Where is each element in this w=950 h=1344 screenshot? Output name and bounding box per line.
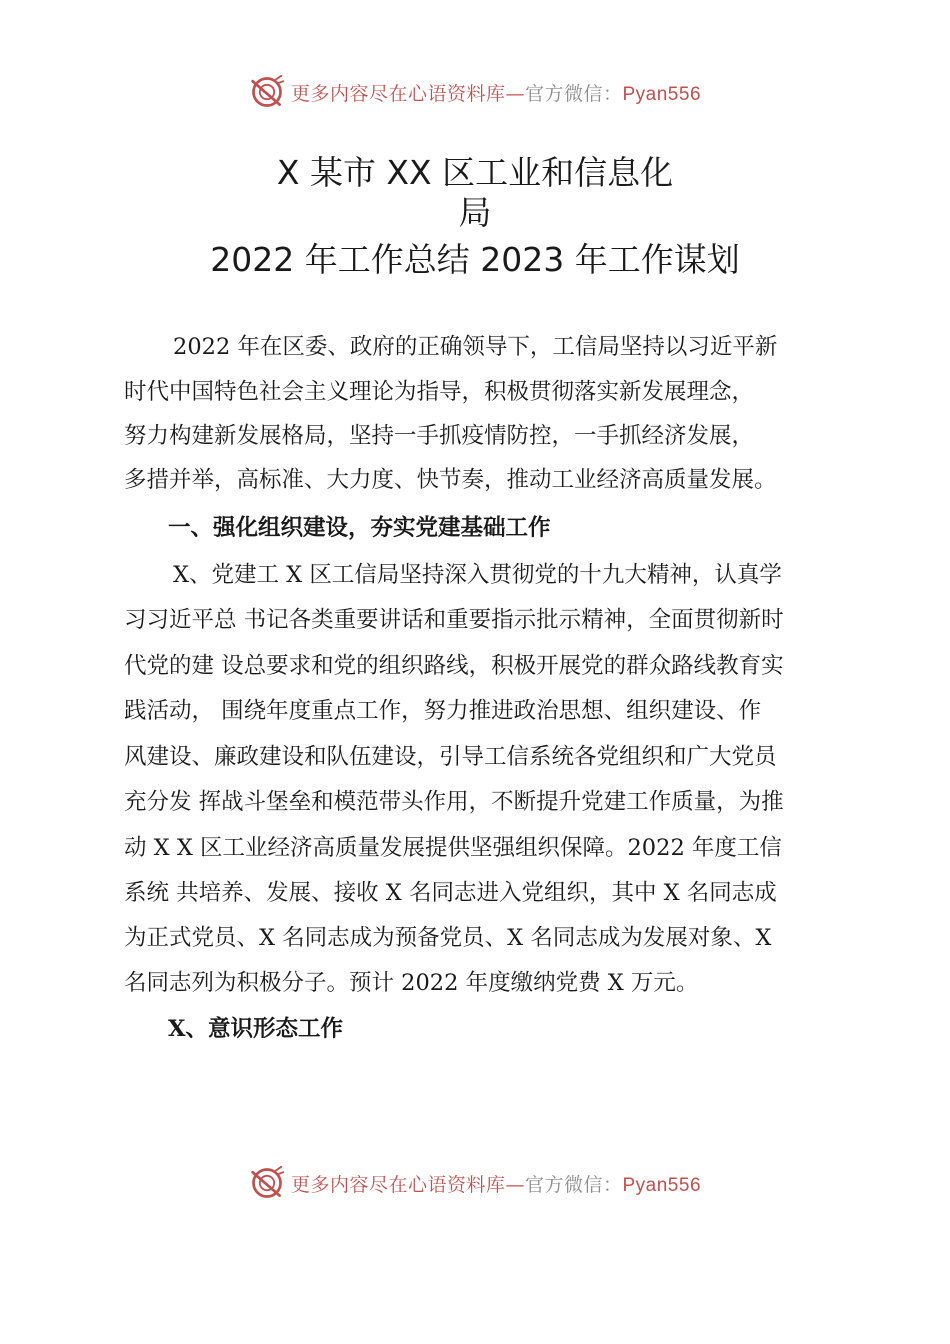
watermark-wechat-id: Pyan556 bbox=[622, 1174, 702, 1196]
document-title-line-2: 局 bbox=[458, 193, 492, 232]
watermark-text bbox=[291, 1170, 701, 1197]
paragraph-line: 系统 共培养、发展、接收 X 名同志进入党组织，其中 X 名同志成 bbox=[124, 880, 777, 906]
paragraph-line: X、党建工 X 区工信局坚持深入贯彻党的十九大精神，认真学 bbox=[173, 562, 782, 588]
paragraph-line: 践活动， 围绕年度重点工作，努力推进政治思想、组织建设、作 bbox=[124, 698, 762, 724]
intro-line: 努力构建新发展格局，坚持一手抓疫情防控，一手抓经济发展， bbox=[124, 423, 755, 449]
intro-line: 时代中国特色社会主义理论为指导，积极贯彻落实新发展理念， bbox=[124, 379, 755, 405]
paragraph-line: 充分发 挥战斗堡垒和模范带头作用，不断提升党建工作质量，为推 bbox=[124, 789, 784, 815]
watermark-wechat-label: 官方微信： bbox=[524, 1173, 623, 1196]
brand-logo-icon bbox=[249, 1165, 285, 1201]
paragraph-line: 为正式党员、X 名同志成为预备党员、X 名同志成为发展对象、X bbox=[124, 925, 772, 951]
document-title-line-1: X 某市 XX 区工业和信息化 bbox=[276, 153, 674, 192]
paragraph-line: 动 X X 区工业经济高质量发展提供坚强组织保障。2022 年度工信 bbox=[124, 835, 782, 861]
document-title-line-3: 2022 年工作总结 2023 年工作谋划 bbox=[210, 240, 740, 279]
paragraph-line: 名同志列为积极分子。预计 2022 年度缴纳党费 X 万元。 bbox=[124, 970, 699, 996]
watermark-wechat-label: 官方微信： bbox=[524, 82, 623, 105]
intro-line: 多措并举，高标准、大力度、快节奏，推动工业经济高质量发展。 bbox=[124, 467, 777, 493]
section-heading-2: X、意识形态工作 bbox=[168, 1016, 343, 1042]
paragraph-line: 代党的建 设总要求和党的组织路线，积极开展党的群众路线教育实 bbox=[124, 653, 784, 679]
brand-logo-icon bbox=[249, 74, 285, 110]
section-heading-1: 一、强化组织建设，夯实党建基础工作 bbox=[168, 515, 551, 541]
watermark-dash: — bbox=[505, 1173, 525, 1196]
watermark-text bbox=[291, 79, 701, 106]
intro-line: 2022 年在区委、政府的正确领导下，工信局坚持以习近平新 bbox=[173, 334, 778, 360]
paragraph-line: 风建设、廉政建设和队伍建设，引导工信系统各党组织和广大党员 bbox=[124, 744, 777, 770]
watermark-footer bbox=[0, 1163, 950, 1203]
watermark-dash: — bbox=[505, 82, 525, 105]
watermark-header bbox=[0, 72, 950, 112]
watermark-brand: 更多内容尽在心语资料库 bbox=[290, 1173, 506, 1196]
paragraph-line: 习习近平总 书记各类重要讲话和重要指示批示精神，全面贯彻新时 bbox=[124, 607, 784, 633]
watermark-wechat-id: Pyan556 bbox=[622, 83, 702, 105]
watermark-brand: 更多内容尽在心语资料库 bbox=[290, 82, 506, 105]
